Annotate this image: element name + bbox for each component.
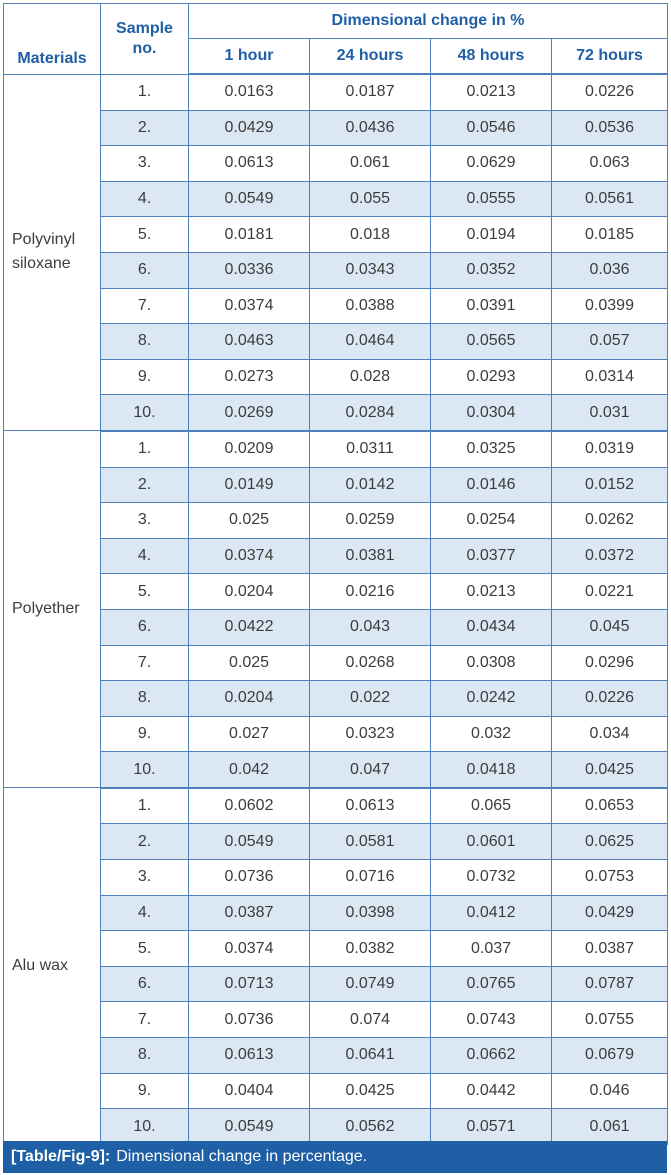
dimensional-change-value: 0.0242	[431, 681, 552, 717]
dimensional-change-value: 0.0352	[431, 252, 552, 288]
dimensional-change-value: 0.0736	[189, 860, 310, 896]
sample-number: 1.	[101, 74, 189, 110]
dimensional-change-value: 0.025	[189, 503, 310, 539]
dimensional-change-value: 0.0464	[310, 324, 431, 360]
caption-text: Dimensional change in percentage.	[116, 1148, 368, 1165]
sample-number: 8.	[101, 681, 189, 717]
sample-number: 10.	[101, 395, 189, 431]
sample-number: 2.	[101, 467, 189, 503]
sample-number: 1.	[101, 788, 189, 824]
dimensional-change-value: 0.018	[310, 217, 431, 253]
table-row	[4, 931, 668, 967]
dimensional-change-value: 0.0194	[431, 217, 552, 253]
dimensional-change-value: 0.0382	[310, 931, 431, 967]
table-row	[4, 359, 668, 395]
dimensional-change-value: 0.0374	[189, 288, 310, 324]
dimensional-change-value: 0.0325	[431, 431, 552, 467]
dimensional-change-value: 0.0319	[552, 431, 668, 467]
dimensional-change-value: 0.0787	[552, 966, 668, 1002]
dimensional-change-value: 0.0641	[310, 1038, 431, 1074]
dimensional-change-value: 0.032	[431, 716, 552, 752]
dimensional-change-value: 0.0216	[310, 574, 431, 610]
dimensional-change-value: 0.0314	[552, 359, 668, 395]
table-row	[4, 181, 668, 217]
sample-number: 5.	[101, 931, 189, 967]
dimensional-change-value: 0.0221	[552, 574, 668, 610]
dimensional-change-value: 0.0549	[189, 181, 310, 217]
dimensional-change-value: 0.0613	[189, 146, 310, 182]
dimensional-change-value: 0.065	[431, 788, 552, 824]
dimensional-change-value: 0.0463	[189, 324, 310, 360]
dimensional-change-value: 0.0273	[189, 359, 310, 395]
table-row	[4, 252, 668, 288]
sample-number: 3.	[101, 146, 189, 182]
dimensional-change-value: 0.0398	[310, 895, 431, 931]
table-row	[4, 895, 668, 931]
dimensional-change-value: 0.0163	[189, 74, 310, 110]
dimensional-change-value: 0.0536	[552, 110, 668, 146]
table-row	[4, 467, 668, 503]
header-hour-48: 48 hours	[431, 39, 552, 75]
dimensional-change-value: 0.0387	[552, 931, 668, 967]
table-row	[4, 217, 668, 253]
material-name: Polyether	[4, 431, 101, 788]
dimensional-change-value: 0.0336	[189, 252, 310, 288]
dimensional-change-value: 0.0323	[310, 716, 431, 752]
dimensional-change-value: 0.0425	[310, 1073, 431, 1109]
dimensional-change-value: 0.0571	[431, 1109, 552, 1145]
sample-number: 6.	[101, 252, 189, 288]
dimensional-change-value: 0.0679	[552, 1038, 668, 1074]
sample-number: 5.	[101, 574, 189, 610]
dimensional-change-value: 0.0425	[552, 752, 668, 788]
dimensional-change-value: 0.0226	[552, 74, 668, 110]
sample-number: 7.	[101, 1002, 189, 1038]
table-row	[4, 503, 668, 539]
dimensional-change-value: 0.0418	[431, 752, 552, 788]
material-name: Alu wax	[4, 788, 101, 1144]
table-row	[4, 74, 668, 110]
dimensional-change-value: 0.063	[552, 146, 668, 182]
dimensional-change-value: 0.0662	[431, 1038, 552, 1074]
table-row	[4, 860, 668, 896]
sample-number: 3.	[101, 503, 189, 539]
dimensional-change-value: 0.0629	[431, 146, 552, 182]
dimensional-change-value: 0.0181	[189, 217, 310, 253]
dimensional-change-value: 0.043	[310, 609, 431, 645]
dimensional-change-value: 0.0549	[189, 824, 310, 860]
dimensional-change-value: 0.0434	[431, 609, 552, 645]
dimensional-change-value: 0.0546	[431, 110, 552, 146]
dimensional-change-value: 0.022	[310, 681, 431, 717]
table-row	[4, 288, 668, 324]
dimensional-change-value: 0.0254	[431, 503, 552, 539]
sample-number: 6.	[101, 609, 189, 645]
dimensional-change-value: 0.042	[189, 752, 310, 788]
dimensional-change-value: 0.034	[552, 716, 668, 752]
dimensional-change-value: 0.0262	[552, 503, 668, 539]
header-hour-24: 24 hours	[310, 39, 431, 75]
dimensional-change-value: 0.0204	[189, 681, 310, 717]
caption-label: [Table/Fig-9]:	[11, 1148, 111, 1165]
dimensional-change-value: 0.031	[552, 395, 668, 431]
table-row	[4, 716, 668, 752]
dimensional-change-value: 0.0142	[310, 467, 431, 503]
dimensional-change-value: 0.0581	[310, 824, 431, 860]
dimensional-change-value: 0.0716	[310, 860, 431, 896]
dimensional-change-value: 0.0381	[310, 538, 431, 574]
dimensional-change-value: 0.0204	[189, 574, 310, 610]
sample-number: 3.	[101, 860, 189, 896]
dimensional-change-value: 0.0296	[552, 645, 668, 681]
dimensional-change-value: 0.0436	[310, 110, 431, 146]
table-row	[4, 395, 668, 431]
dimensional-change-value: 0.0293	[431, 359, 552, 395]
table-row	[4, 681, 668, 717]
dimensional-change-value: 0.047	[310, 752, 431, 788]
dimensional-change-value: 0.0308	[431, 645, 552, 681]
dimensional-change-value: 0.0259	[310, 503, 431, 539]
table-row	[4, 752, 668, 788]
sample-number: 2.	[101, 824, 189, 860]
dimensional-change-value: 0.0736	[189, 1002, 310, 1038]
dimensional-change-value: 0.0743	[431, 1002, 552, 1038]
sample-number: 9.	[101, 359, 189, 395]
table-row	[4, 574, 668, 610]
dimensional-change-value: 0.037	[431, 931, 552, 967]
sample-number: 7.	[101, 645, 189, 681]
sample-number: 6.	[101, 966, 189, 1002]
dimensional-change-value: 0.0549	[189, 1109, 310, 1145]
dimensional-change-value: 0.0311	[310, 431, 431, 467]
table-row	[4, 609, 668, 645]
dimensional-change-value: 0.0374	[189, 931, 310, 967]
dimensional-change-value: 0.055	[310, 181, 431, 217]
dimensional-change-value: 0.0732	[431, 860, 552, 896]
dimensional-change-value: 0.0377	[431, 538, 552, 574]
table-row	[4, 1038, 668, 1074]
sample-number: 9.	[101, 1073, 189, 1109]
dimensional-change-value: 0.0226	[552, 681, 668, 717]
dimensional-change-value: 0.061	[310, 146, 431, 182]
dimensional-change-table	[3, 3, 668, 1145]
sample-number: 8.	[101, 1038, 189, 1074]
dimensional-change-value: 0.0185	[552, 217, 668, 253]
dimensional-change-value: 0.0304	[431, 395, 552, 431]
dimensional-change-value: 0.0753	[552, 860, 668, 896]
table-caption	[3, 1141, 667, 1173]
sample-number: 9.	[101, 716, 189, 752]
dimensional-change-value: 0.0429	[189, 110, 310, 146]
dimensional-change-value: 0.046	[552, 1073, 668, 1109]
dimensional-change-value: 0.074	[310, 1002, 431, 1038]
table-row	[4, 538, 668, 574]
dimensional-change-value: 0.0442	[431, 1073, 552, 1109]
dimensional-change-value: 0.0146	[431, 467, 552, 503]
sample-number: 4.	[101, 538, 189, 574]
sample-number: 5.	[101, 217, 189, 253]
table-row	[4, 645, 668, 681]
dimensional-change-value: 0.0152	[552, 467, 668, 503]
dimensional-change-value: 0.057	[552, 324, 668, 360]
dimensional-change-value: 0.0391	[431, 288, 552, 324]
table-row	[4, 324, 668, 360]
dimensional-change-value: 0.025	[189, 645, 310, 681]
dimensional-change-value: 0.0343	[310, 252, 431, 288]
table-row	[4, 1002, 668, 1038]
dimensional-change-value: 0.0602	[189, 788, 310, 824]
sample-number: 8.	[101, 324, 189, 360]
sample-number: 4.	[101, 895, 189, 931]
table-row	[4, 431, 668, 467]
table-row	[4, 788, 668, 824]
dimensional-change-value: 0.0404	[189, 1073, 310, 1109]
dimensional-change-value: 0.0422	[189, 609, 310, 645]
dimensional-change-value: 0.0374	[189, 538, 310, 574]
dimensional-change-value: 0.0755	[552, 1002, 668, 1038]
table-row	[4, 966, 668, 1002]
dimensional-change-value: 0.0399	[552, 288, 668, 324]
dimensional-change-value: 0.0149	[189, 467, 310, 503]
dimensional-change-value: 0.0765	[431, 966, 552, 1002]
dimensional-change-value: 0.0209	[189, 431, 310, 467]
dimensional-change-value: 0.0625	[552, 824, 668, 860]
dimensional-change-value: 0.0372	[552, 538, 668, 574]
dimensional-change-value: 0.0388	[310, 288, 431, 324]
sample-number: 7.	[101, 288, 189, 324]
sample-number: 2.	[101, 110, 189, 146]
dimensional-change-value: 0.0268	[310, 645, 431, 681]
header-sample-no: Sample no.	[101, 4, 189, 75]
sample-number: 1.	[101, 431, 189, 467]
dimensional-change-value: 0.0429	[552, 895, 668, 931]
header-hour-72: 72 hours	[552, 39, 668, 75]
header-materials: Materials	[4, 4, 101, 75]
dimensional-change-value: 0.0562	[310, 1109, 431, 1145]
dimensional-change-value: 0.0555	[431, 181, 552, 217]
dimensional-change-value: 0.0565	[431, 324, 552, 360]
dimensional-change-value: 0.0613	[310, 788, 431, 824]
sample-number: 4.	[101, 181, 189, 217]
dimensional-change-value: 0.0187	[310, 74, 431, 110]
dimensional-change-value: 0.0713	[189, 966, 310, 1002]
dimensional-change-value: 0.0749	[310, 966, 431, 1002]
sample-number: 10.	[101, 1109, 189, 1145]
dimensional-change-value: 0.0653	[552, 788, 668, 824]
dimensional-change-value: 0.0561	[552, 181, 668, 217]
dimensional-change-value: 0.0213	[431, 74, 552, 110]
material-name: Polyvinyl siloxane	[4, 74, 101, 431]
header-hour-1: 1 hour	[189, 39, 310, 75]
header-dimensional-change: Dimensional change in %	[189, 4, 668, 39]
table-row	[4, 824, 668, 860]
dimensional-change-value: 0.045	[552, 609, 668, 645]
table-body	[4, 74, 668, 1144]
dimensional-change-value: 0.0284	[310, 395, 431, 431]
table-row	[4, 110, 668, 146]
dimensional-change-value: 0.0387	[189, 895, 310, 931]
table-row	[4, 1073, 668, 1109]
dimensional-change-value: 0.0269	[189, 395, 310, 431]
dimensional-change-value: 0.0601	[431, 824, 552, 860]
sample-number: 10.	[101, 752, 189, 788]
dimensional-change-value: 0.061	[552, 1109, 668, 1145]
dimensional-change-value: 0.036	[552, 252, 668, 288]
dimensional-change-value: 0.028	[310, 359, 431, 395]
dimensional-change-value: 0.0412	[431, 895, 552, 931]
table-row	[4, 146, 668, 182]
dimensional-change-value: 0.027	[189, 716, 310, 752]
dimensional-change-value: 0.0213	[431, 574, 552, 610]
table-row	[4, 1109, 668, 1145]
dimensional-change-value: 0.0613	[189, 1038, 310, 1074]
